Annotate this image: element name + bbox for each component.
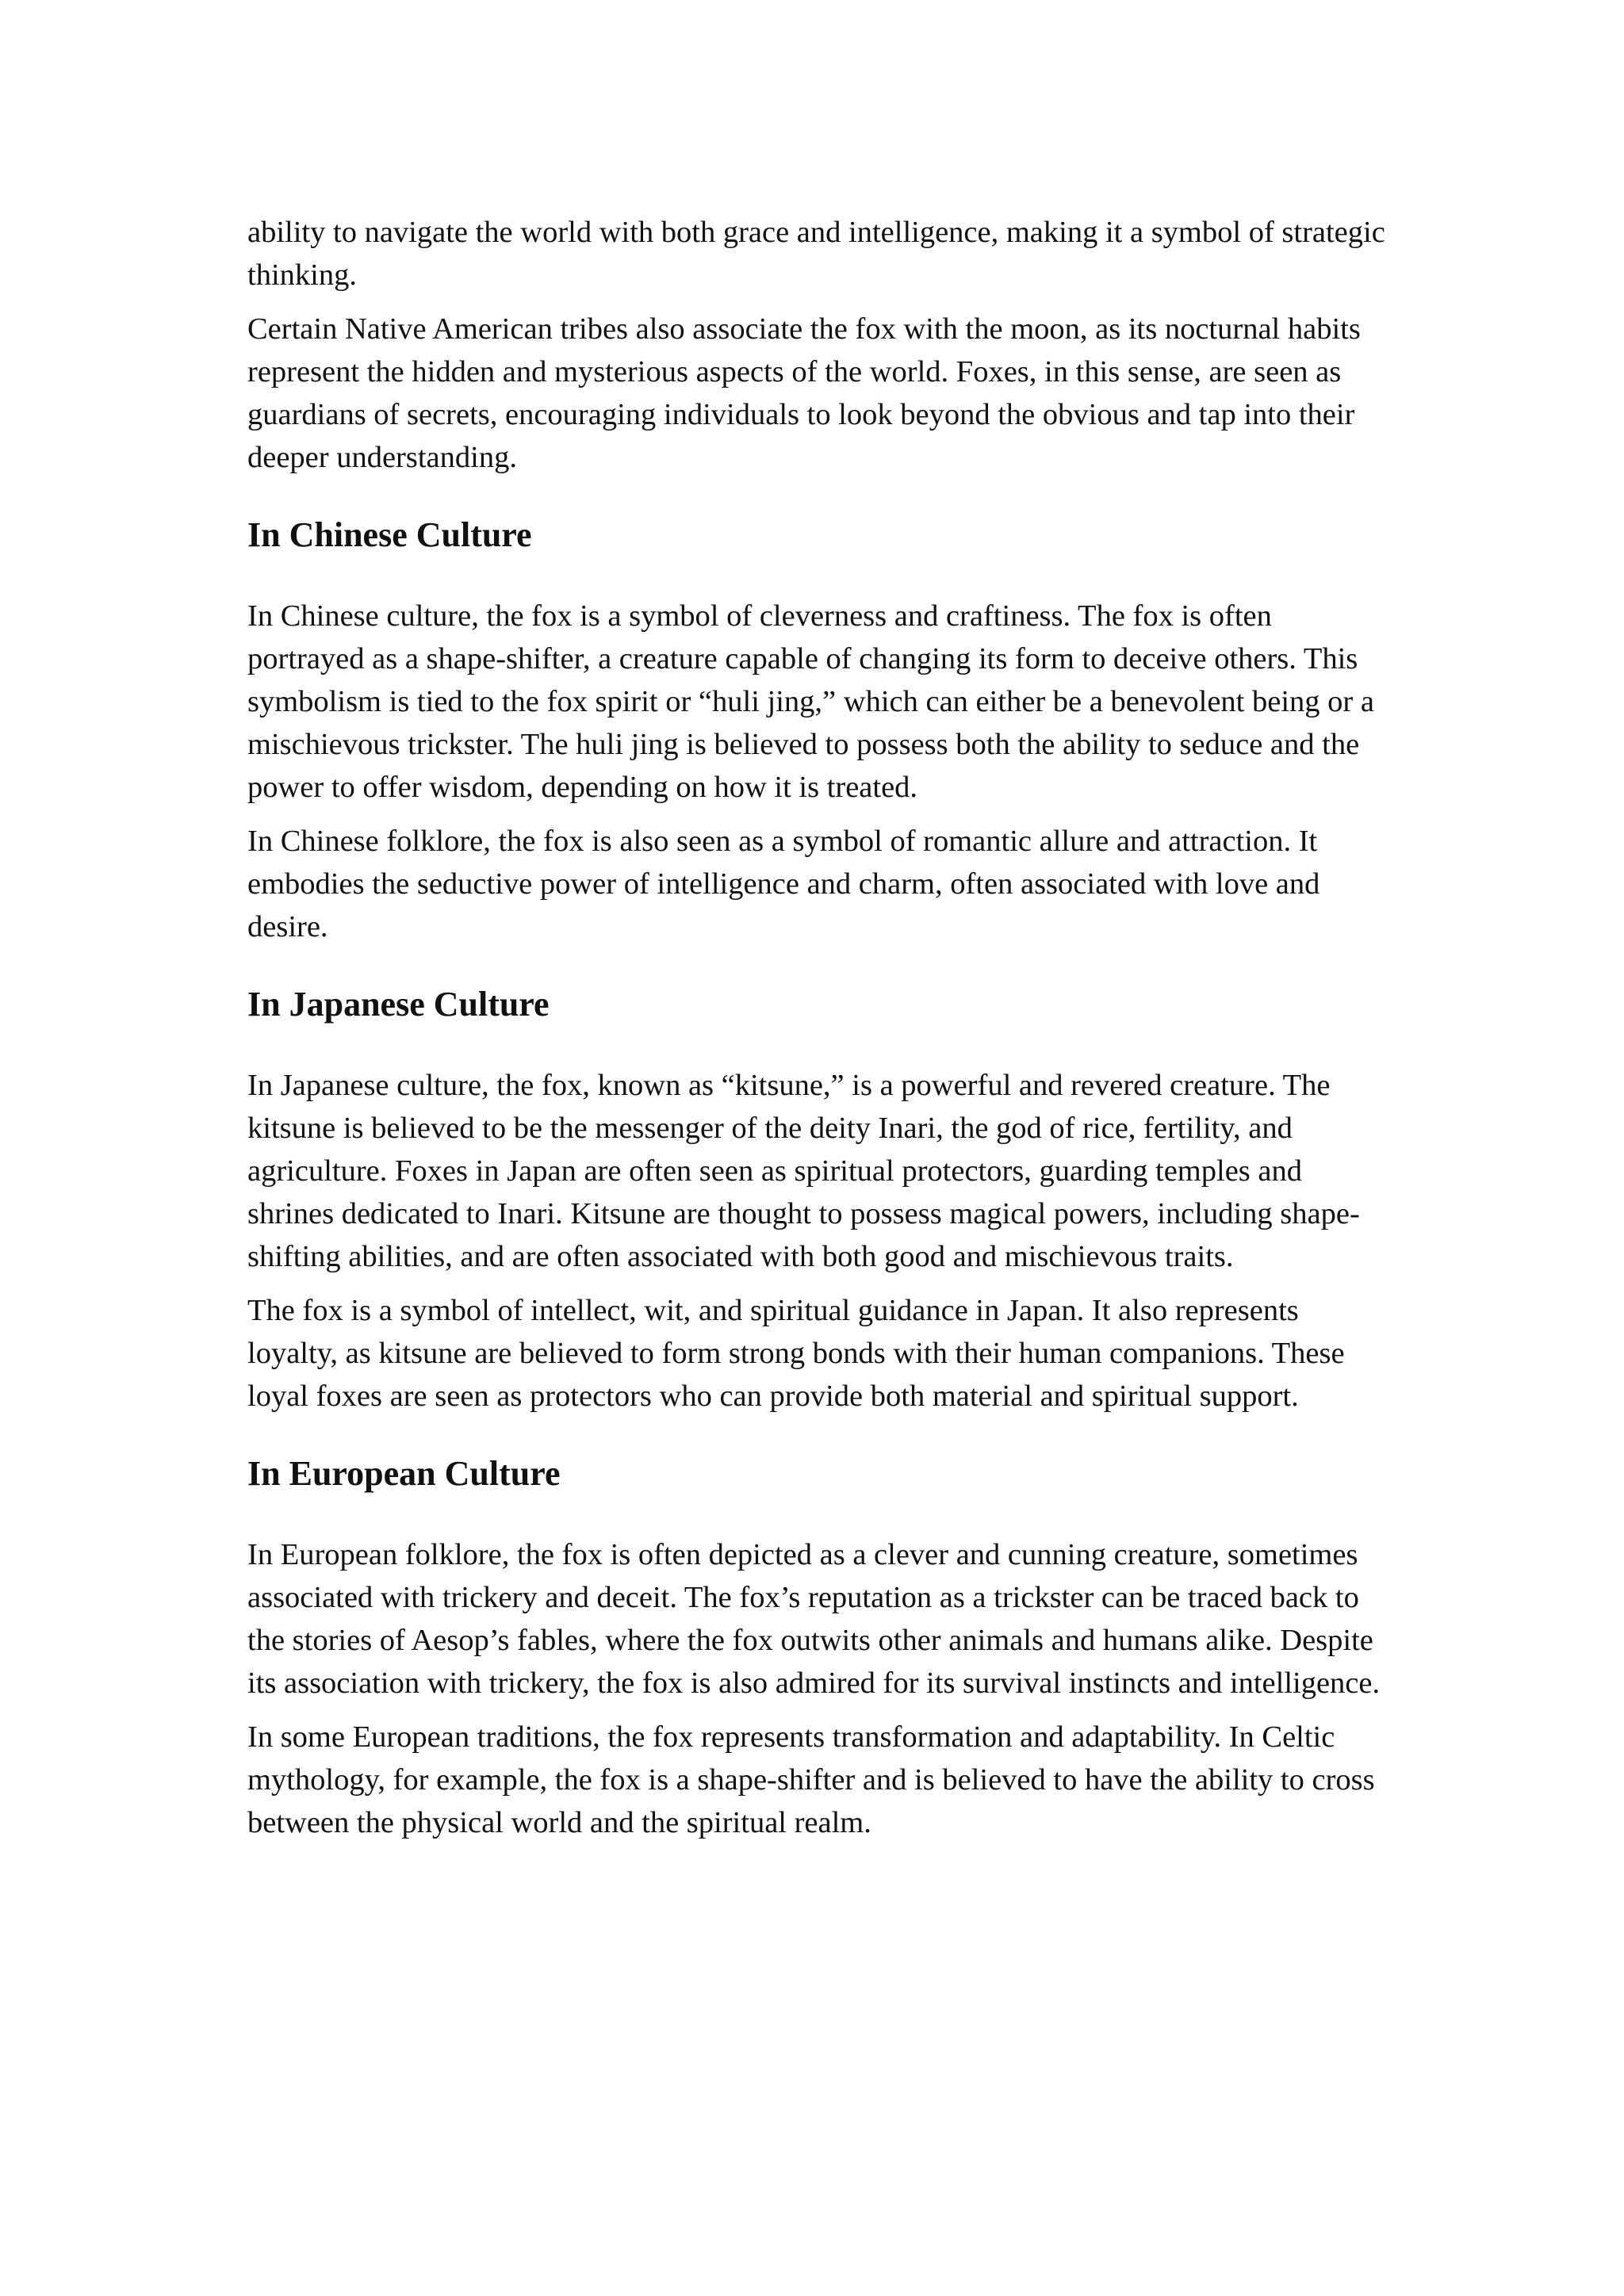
section-paragraph: In European folklore, the fox is often depicted as a clever and cunning creature, sometimes associated with trickery and deceit. The fox’s reputation as a trickster can be traced back to the stories of Aesop’s fables, where the fox outwits other animals and humans alike. Despite its association with trickery, the fox is also admired for its survival instincts and intelligence. <box>247 1538 1381 1700</box>
section-heading: In Japanese Culture <box>247 985 550 1024</box>
section-heading: In European Culture <box>247 1454 561 1493</box>
section-paragraph: The fox is a symbol of intellect, wit, and spiritual guidance in Japan. It also represents loyalty, as kitsune are believed to form strong bonds with their human companions. These loyal foxes are seen as protectors who can provide both material and spiritual support. <box>247 1294 1345 1413</box>
section-japanese-culture <box>247 983 1389 1418</box>
intro-block <box>247 211 1389 479</box>
intro-paragraph-1: ability to navigate the world with both grace and intelligence, making it a symbol of strategic thinking. <box>247 216 1385 292</box>
section-paragraph: In Chinese culture, the fox is a symbol of cleverness and craftiness. The fox is often portrayed as a shape-shifter, a creature capable of changing its form to deceive others. This symbolism is tied to the fox spirit or “huli jing,” which can either be a benevolent being or a mischievous trickster. The huli jing is believed to possess both the ability to seduce and the power to offer wisdom, depending on how it is treated. <box>247 599 1374 804</box>
section-paragraph: In Chinese folklore, the fox is also seen as a symbol of romantic allure and attraction. It embodies the seductive power of intelligence and charm, often associated with love and desire. <box>247 825 1320 943</box>
section-heading: In Chinese Culture <box>247 515 532 554</box>
section-paragraph: In some European traditions, the fox represents transformation and adaptability. In Celtic mythology, for example, the fox is a shape-shifter and is believed to have the ability to cross between the physical world and the spiritual realm. <box>247 1720 1375 1839</box>
section-chinese-culture <box>247 514 1389 948</box>
section-european-culture <box>247 1452 1389 1844</box>
document-page <box>247 211 1389 1855</box>
section-paragraph: In Japanese culture, the fox, known as “kitsune,” is a powerful and revered creature. The kitsune is believed to be the messenger of the deity Inari, the god of rice, fertility, and agriculture. Foxes in Japan are often seen as spiritual protectors, guarding temples and shrines dedicated to Inari. Kitsune are thought to possess magical powers, including shape-shifting abilities, and are often associated with both good and mischievous traits. <box>247 1069 1360 1273</box>
intro-paragraph-2: Certain Native American tribes also associate the fox with the moon, as its nocturnal habits represent the hidden and mysterious aspects of the world. Foxes, in this sense, are seen as guardians of secrets, encouraging individuals to look beyond the obvious and tap into their deeper understanding. <box>247 312 1361 474</box>
